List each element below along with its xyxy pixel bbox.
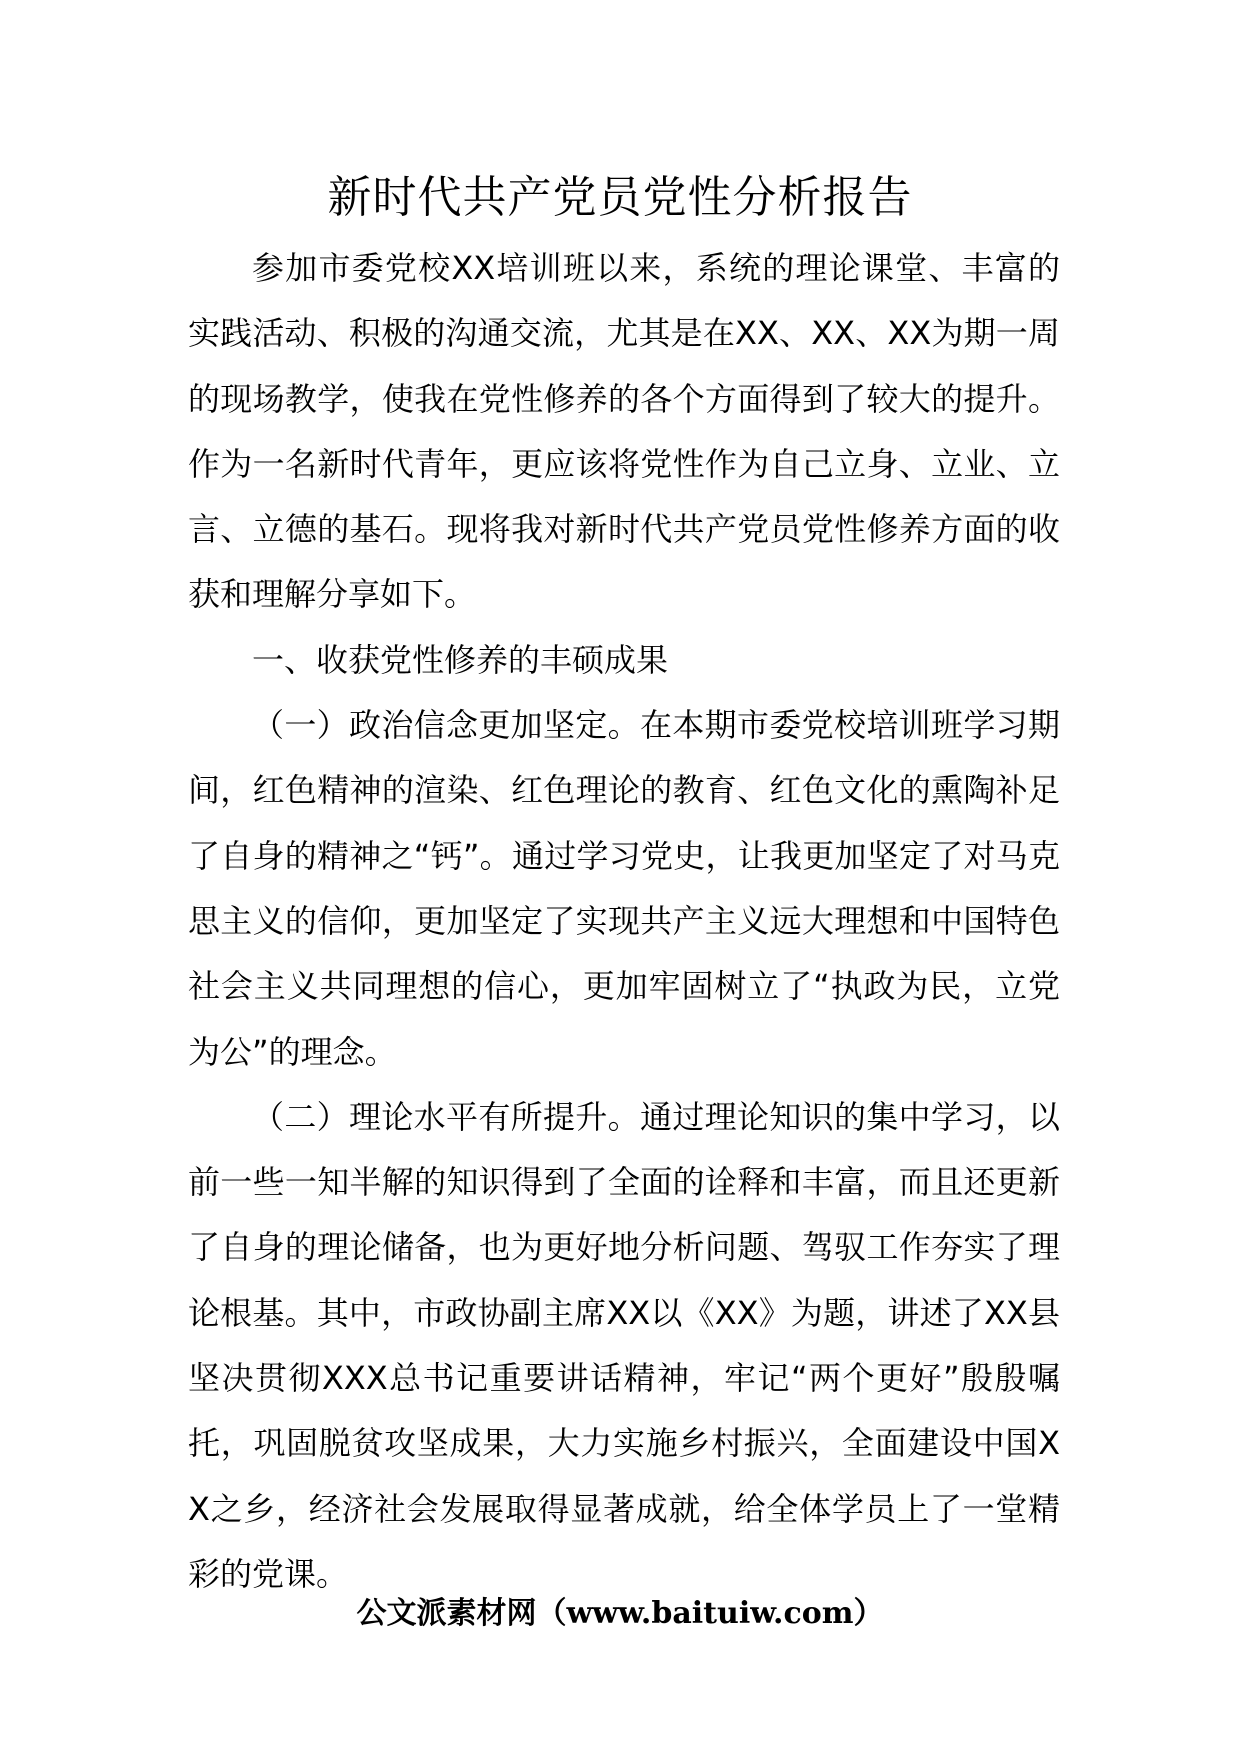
section-heading: 一、收获党性修养的丰硕成果 bbox=[252, 640, 669, 679]
document-body bbox=[188, 236, 1060, 1607]
intro-paragraph: 参加市委党校XX培训班以来，系统的理论课堂、丰富的实践活动、积极的沟通交流，尤其是在XX、XX、XX为期一周的现场教学，使我在党性修养的各个方面得到了较大的提升。作为一名新时代青年，更应该将党性作为自己立身、立业、立言、立德的基石。现将我对新时代共产党员党性修养方面的收获和理解分享如下。 bbox=[188, 249, 1060, 614]
subsection-paragraph-2: （二）理论水平有所提升。通过理论知识的集中学习，以前一些一知半解的知识得到了全面的诠释和丰富，而且还更新了自身的理论储备，也为更好地分析问题、驾驭工作夯实了理论根基。其中，市政协副主席XX以《XX》为题，讲述了XX县坚决贯彻XXX总书记重要讲话精神，牢记“两个更好”殷殷嘱托，巩固脱贫攻坚成果，大力实施乡村振兴，全面建设中国XX之乡，经济社会发展取得显著成就，给全体学员上了一堂精彩的党课。 bbox=[188, 1097, 1060, 1593]
document-title: 新时代共产党员党性分析报告 bbox=[327, 172, 913, 223]
source-footer: 公文派素材网（www.baituiw.com） bbox=[356, 1596, 884, 1631]
subsection-paragraph-1: （一）政治信念更加坚定。在本期市委党校培训班学习期间，红色精神的渲染、红色理论的教育、红色文化的熏陶补足了自身的精神之“钙”。通过学习党史，让我更加坚定了对马克思主义的信仰，更加坚定了实现共产主义远大理想和中国特色社会主义共同理想的信心，更加牢固树立了“执政为民，立党为公”的理念。 bbox=[188, 706, 1060, 1071]
